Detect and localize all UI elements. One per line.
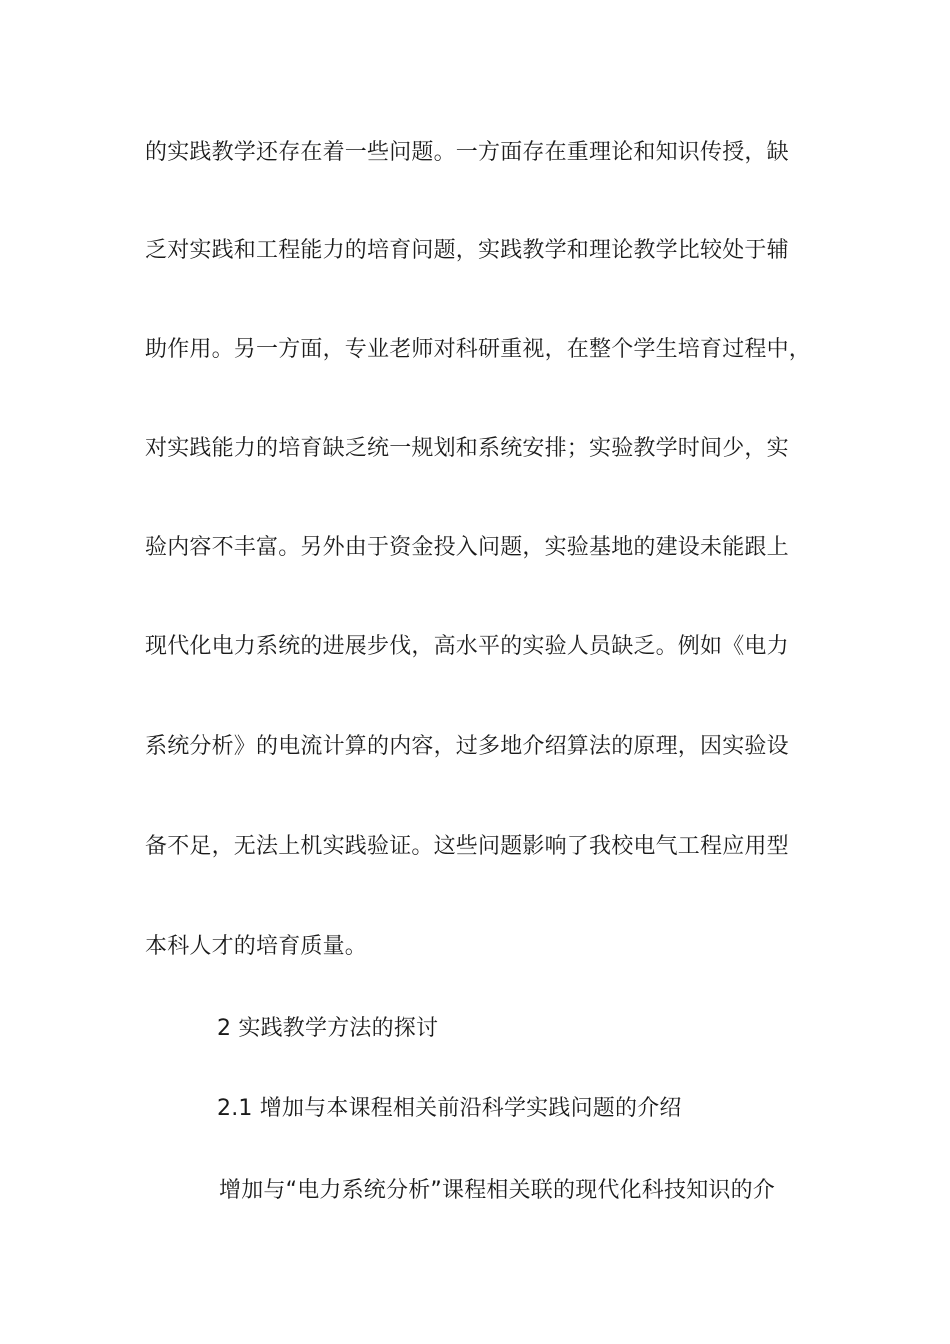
paragraph-line-final: 增加与“电力系统分析”课程相关联的现代化科技知识的介 bbox=[219, 1178, 775, 1203]
paragraph-line-8: 备不足，无法上机实践验证。这些问题影响了我校电气工程应用型 bbox=[145, 834, 789, 859]
paragraph-line-5: 验内容不丰富。另外由于资金投入问题，实验基地的建设未能跟上 bbox=[145, 535, 789, 560]
subsection-heading: 2.1 增加与本课程相关前沿科学实践问题的介绍 bbox=[217, 1096, 682, 1121]
paragraph-line-9: 本科人才的培育质量。 bbox=[145, 934, 368, 959]
paragraph-line-7: 系统分析》的电流计算的内容，过多地介绍算法的原理，因实验设 bbox=[145, 734, 789, 759]
paragraph-line-4: 对实践能力的培育缺乏统一规划和系统安排；实验教学时间少，实 bbox=[145, 436, 789, 461]
paragraph-line-6: 现代化电力系统的进展步伐，高水平的实验人员缺乏。例如《电力 bbox=[145, 634, 789, 659]
section-heading: 2 实践教学方法的探讨 bbox=[217, 1016, 439, 1041]
paragraph-line-2: 乏对实践和工程能力的培育问题，实践教学和理论教学比较处于辅 bbox=[145, 238, 789, 263]
paragraph-line-3: 助作用。另一方面，专业老师对科研重视，在整个学生培育过程中， bbox=[145, 337, 812, 362]
paragraph-line-1: 的实践教学还存在着一些问题。一方面存在重理论和知识传授，缺 bbox=[145, 140, 789, 165]
